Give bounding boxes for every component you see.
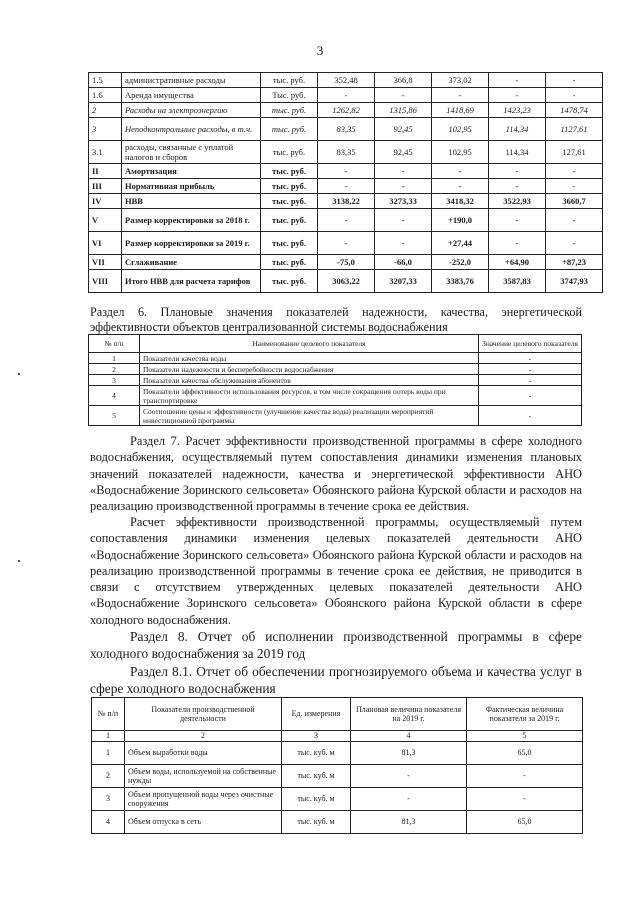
row-value: - bbox=[546, 179, 603, 194]
row-value: 1262,82 bbox=[318, 103, 375, 118]
row-number: 5 bbox=[89, 406, 140, 426]
row-value: - bbox=[479, 375, 582, 386]
row-value: - bbox=[375, 179, 432, 194]
table-row bbox=[89, 270, 603, 293]
row-value: - bbox=[432, 179, 489, 194]
row-name: Объем пропущенной воды через очистные сооружения bbox=[125, 788, 282, 811]
row-name: Показатели качества воды bbox=[140, 353, 479, 364]
table-row bbox=[89, 141, 603, 164]
row-value: -66,0 bbox=[375, 255, 432, 270]
table-row bbox=[89, 406, 582, 426]
row-value: 102,95 bbox=[432, 141, 489, 164]
row-name: Итого НВВ для расчета тарифов bbox=[122, 270, 261, 293]
row-code: VI bbox=[89, 232, 122, 255]
header-plan: Плановая величина показателя на 2019 г. bbox=[351, 698, 467, 731]
row-plan: - bbox=[351, 788, 467, 811]
row-value: 92,45 bbox=[375, 118, 432, 141]
column-number: 3 bbox=[282, 731, 351, 742]
table-row bbox=[89, 88, 603, 103]
row-value: 83,35 bbox=[318, 141, 375, 164]
row-name: Объем отпуска в сеть bbox=[125, 811, 282, 834]
row-name: Соотношение цены и эффективности (улучшение качества воды) реализации мероприятий инвестиционной программы bbox=[140, 406, 479, 426]
row-code: 1.6 bbox=[89, 88, 122, 103]
row-fact: 65,0 bbox=[467, 742, 583, 765]
header-number: № п/п bbox=[92, 698, 125, 731]
row-value: 373,02 bbox=[432, 73, 489, 88]
row-value: 1418,69 bbox=[432, 103, 489, 118]
row-unit: тыс. руб. bbox=[261, 118, 318, 141]
row-number: 3 bbox=[92, 788, 125, 811]
row-unit: тыс. руб. bbox=[261, 270, 318, 293]
row-code: 1.5 bbox=[89, 73, 122, 88]
table-row bbox=[89, 194, 603, 209]
column-number: 5 bbox=[467, 731, 583, 742]
row-value: 3273,33 bbox=[375, 194, 432, 209]
header-indicator-value: Значение целевого показателя bbox=[479, 335, 582, 353]
table-row bbox=[89, 179, 603, 194]
row-plan: - bbox=[351, 765, 467, 788]
row-value: 3063,22 bbox=[318, 270, 375, 293]
row-value: - bbox=[375, 88, 432, 103]
table-row bbox=[92, 765, 583, 788]
row-value: - bbox=[479, 386, 582, 406]
row-fact: 65,0 bbox=[467, 811, 583, 834]
section-6-title: Раздел 6. Плановые значения показателей надежности, качества, энергетической эффективности объектов централизованной системы водоснабжения bbox=[90, 305, 582, 334]
row-value: 83,35 bbox=[318, 118, 375, 141]
row-value: - bbox=[318, 179, 375, 194]
row-value: - bbox=[489, 209, 546, 232]
section-8-title: Раздел 8. Отчет об исполнении производственной программы в сфере холодного водоснабжения за 2019 год bbox=[90, 629, 582, 661]
row-value: 102,95 bbox=[432, 118, 489, 141]
row-name: Размер корректировки за 2018 г. bbox=[122, 209, 261, 232]
row-name: Сглаживание bbox=[122, 255, 261, 270]
row-unit: тыс. руб. bbox=[261, 73, 318, 88]
row-value: - bbox=[546, 73, 603, 88]
row-value: -75,0 bbox=[318, 255, 375, 270]
row-value: - bbox=[489, 179, 546, 194]
row-unit: тыс. куб. м bbox=[282, 788, 351, 811]
row-value: - bbox=[489, 88, 546, 103]
row-number: 4 bbox=[89, 386, 140, 406]
column-number: 1 bbox=[92, 731, 125, 742]
target-indicators-table bbox=[88, 334, 582, 426]
row-value: - bbox=[479, 353, 582, 364]
row-code: II bbox=[89, 164, 122, 179]
row-code: IV bbox=[89, 194, 122, 209]
row-name: Показатели качества обслуживания абонентов bbox=[140, 375, 479, 386]
row-number: 1 bbox=[92, 742, 125, 765]
row-plan: 81,3 bbox=[351, 811, 467, 834]
row-value: - bbox=[489, 232, 546, 255]
row-code: 3.1 bbox=[89, 141, 122, 164]
row-name: НВВ bbox=[122, 194, 261, 209]
row-value: 3747,93 bbox=[546, 270, 603, 293]
row-name: Аренда имущества bbox=[122, 88, 261, 103]
row-name: Неподконтрольные расходы, в т.ч. bbox=[122, 118, 261, 141]
row-value: - bbox=[489, 73, 546, 88]
row-value: 114,34 bbox=[489, 141, 546, 164]
row-unit: Тыс. руб. bbox=[261, 88, 318, 103]
table-row bbox=[89, 209, 603, 232]
table-row bbox=[89, 364, 582, 375]
row-plan: 81,3 bbox=[351, 742, 467, 765]
section-7-paragraph-2: Расчет эффективности производственной программы, осуществляемый путем сопоставления динамики изменения целевых показателей деятельности АНО «Водоснабжение Зоринского сельсовета» Обоянского района Курской области и расходов на реализацию производственной программы в течение срока ее действия, не приводится в связи с отсутствием утвержденных целевых показателей деятельности АНО «Водоснабжение Зоринского сельсовета» Обоянского района Курской области в сфере холодного водоснабжения. bbox=[90, 515, 582, 627]
row-value: +27,44 bbox=[432, 232, 489, 255]
row-number: 4 bbox=[92, 811, 125, 834]
table-row bbox=[89, 232, 603, 255]
table-row bbox=[92, 742, 583, 765]
production-report-table bbox=[91, 697, 583, 834]
row-number: 2 bbox=[89, 364, 140, 375]
header-fact: Фактическая величина показателя за 2019 г. bbox=[467, 698, 583, 731]
table-row bbox=[89, 353, 582, 364]
row-value: 1315,86 bbox=[375, 103, 432, 118]
row-name: Амортизация bbox=[122, 164, 261, 179]
row-value: 114,34 bbox=[489, 118, 546, 141]
row-value: - bbox=[546, 209, 603, 232]
row-value: +87,23 bbox=[546, 255, 603, 270]
row-unit: тыс. руб. bbox=[261, 103, 318, 118]
row-value: 1423,23 bbox=[489, 103, 546, 118]
row-fact: - bbox=[467, 788, 583, 811]
column-number: 2 bbox=[125, 731, 282, 742]
table-row bbox=[89, 386, 582, 406]
row-value: - bbox=[479, 364, 582, 375]
row-name: Показатели надежности и бесперебойности водоснабжения bbox=[140, 364, 479, 375]
row-name: Показатели эффективности использования ресурсов, в том числе сокращения потерь воды при транспортировке bbox=[140, 386, 479, 406]
row-value: - bbox=[318, 88, 375, 103]
row-code: V bbox=[89, 209, 122, 232]
row-value: 3207,33 bbox=[375, 270, 432, 293]
row-value: - bbox=[375, 209, 432, 232]
row-fact: - bbox=[467, 765, 583, 788]
row-number: 3 bbox=[89, 375, 140, 386]
row-value: +64,90 bbox=[489, 255, 546, 270]
header-indicator: Показатели производственной деятельности bbox=[125, 698, 282, 731]
row-code: 3 bbox=[89, 118, 122, 141]
table-row bbox=[89, 164, 603, 179]
row-value: 92,45 bbox=[375, 141, 432, 164]
row-name: Размер корректировки за 2019 г. bbox=[122, 232, 261, 255]
header-number: № п/п bbox=[89, 335, 140, 353]
binder-hole-mark bbox=[18, 373, 20, 375]
row-unit: тыс. куб. м bbox=[282, 811, 351, 834]
row-code: VII bbox=[89, 255, 122, 270]
row-unit: тыс. куб. м bbox=[282, 765, 351, 788]
column-number: 4 bbox=[351, 731, 467, 742]
row-value: 3587,83 bbox=[489, 270, 546, 293]
table-row bbox=[89, 118, 603, 141]
row-value: 127,61 bbox=[546, 141, 603, 164]
row-value: - bbox=[432, 164, 489, 179]
row-value: - bbox=[489, 164, 546, 179]
row-number: 1 bbox=[89, 353, 140, 364]
section-7-paragraph-1: Раздел 7. Расчет эффективности производственной программы в сфере холодного водоснабжения, осуществляемый путем сопоставления динамики изменения плановых значений показателей надежности, качества и энергетической эффективности АНО «Водоснабжение Зоринского сельсовета» Обоянского района Курской области и расходов на реализацию производственной программы в течение срока ее действия. bbox=[90, 434, 582, 514]
row-unit: тыс. руб. bbox=[261, 209, 318, 232]
row-number: 2 bbox=[92, 765, 125, 788]
row-name: расходы, связанные с уплатой налогов и сборов bbox=[122, 141, 261, 164]
table-row bbox=[89, 73, 603, 88]
row-name: административные расходы bbox=[122, 73, 261, 88]
row-value: 3522,93 bbox=[489, 194, 546, 209]
row-name: Объем воды, используемой на собственные нужды bbox=[125, 765, 282, 788]
row-code: 2 bbox=[89, 103, 122, 118]
row-value: - bbox=[546, 164, 603, 179]
table-row bbox=[89, 375, 582, 386]
row-value: 3660,7 bbox=[546, 194, 603, 209]
row-value: 3138,22 bbox=[318, 194, 375, 209]
header-indicator-name: Наименование целевого показателя bbox=[140, 335, 479, 353]
row-value: 3383,76 bbox=[432, 270, 489, 293]
row-value: - bbox=[318, 164, 375, 179]
row-value: - bbox=[375, 164, 432, 179]
row-unit: тыс. куб. м bbox=[282, 742, 351, 765]
row-unit: тыс. руб. bbox=[261, 179, 318, 194]
cost-table bbox=[88, 72, 603, 293]
table-row bbox=[89, 103, 603, 118]
table-row bbox=[92, 811, 583, 834]
row-value: 1127,61 bbox=[546, 118, 603, 141]
row-value: - bbox=[318, 232, 375, 255]
row-value: -252,0 bbox=[432, 255, 489, 270]
table-row bbox=[92, 788, 583, 811]
row-unit: тыс. руб. bbox=[261, 141, 318, 164]
row-value: - bbox=[546, 232, 603, 255]
row-code: VIII bbox=[89, 270, 122, 293]
row-name: Расходы на электроэнергию bbox=[122, 103, 261, 118]
table-row bbox=[89, 255, 603, 270]
row-value: 1478,74 bbox=[546, 103, 603, 118]
row-value: - bbox=[375, 232, 432, 255]
binder-hole-mark bbox=[18, 560, 20, 562]
row-value: 366,8 bbox=[375, 73, 432, 88]
row-code: III bbox=[89, 179, 122, 194]
row-value: - bbox=[479, 406, 582, 426]
row-name: Объем выработки воды bbox=[125, 742, 282, 765]
row-value: - bbox=[546, 88, 603, 103]
row-name: Нормативная прибыль bbox=[122, 179, 261, 194]
header-unit: Ед. измерения bbox=[282, 698, 351, 731]
page-number: 3 bbox=[316, 43, 324, 58]
section-8-1-title: Раздел 8.1. Отчет об обеспечении прогнозируемого объема и качества услуг в сфере холодного водоснабжения bbox=[90, 664, 582, 696]
row-value: - bbox=[318, 209, 375, 232]
row-unit: тыс. руб. bbox=[261, 255, 318, 270]
row-value: 3418,32 bbox=[432, 194, 489, 209]
row-value: - bbox=[432, 88, 489, 103]
row-value: +190,0 bbox=[432, 209, 489, 232]
row-unit: тыс. руб. bbox=[261, 164, 318, 179]
row-unit: тыс. руб. bbox=[261, 232, 318, 255]
row-unit: тыс. руб. bbox=[261, 194, 318, 209]
row-value: 352,48 bbox=[318, 73, 375, 88]
